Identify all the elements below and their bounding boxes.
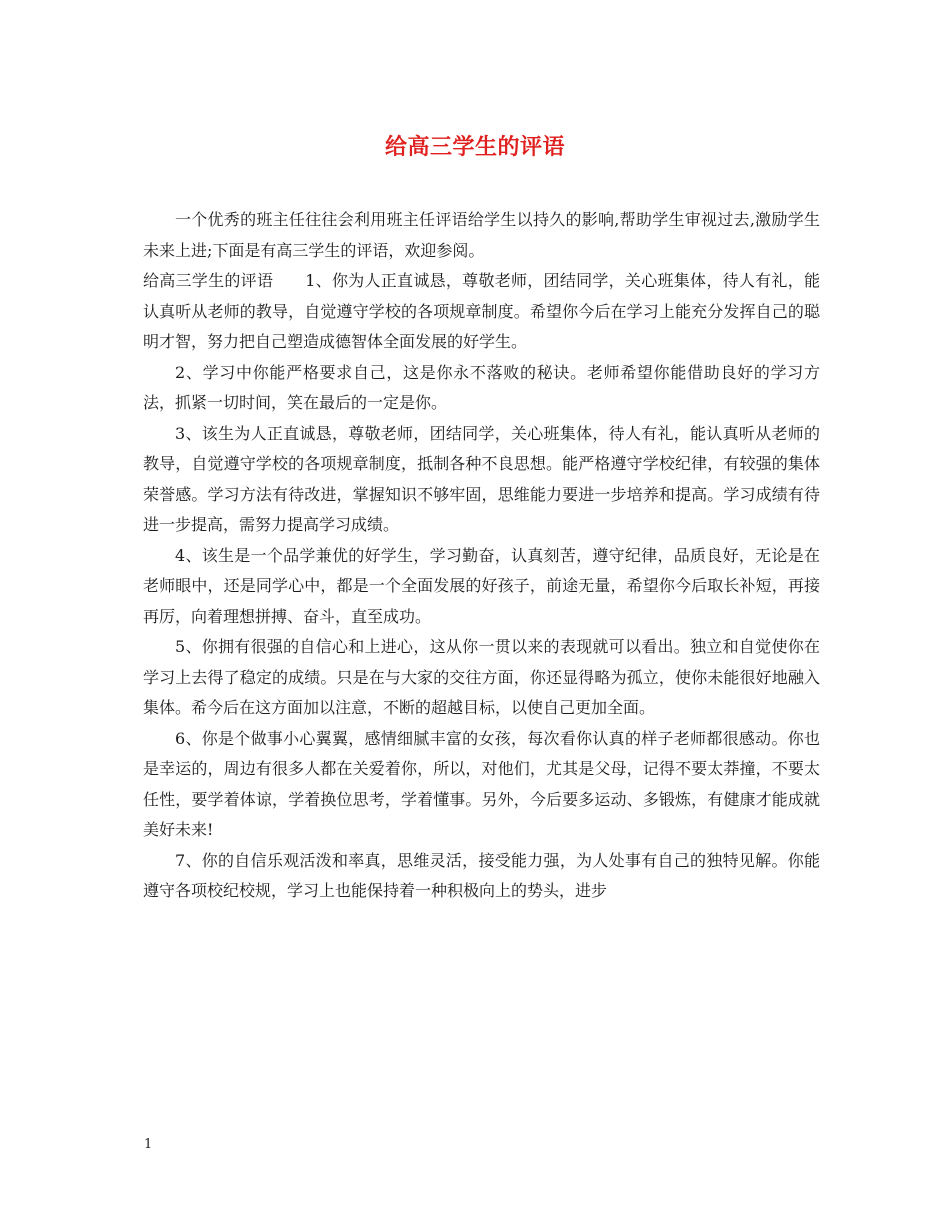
comment-paragraph-4: 4、该生是一个品学兼优的好学生，学习勤奋，认真刻苦，遵守纪律，品质良好，无论是在老师眼中，还是同学心中，都是一个全面发展的好孩子，前途无量，希望你今后取长补短，再接再厉，向着理想拼搏、奋斗，直至成功。	[143, 545, 820, 626]
comment-paragraph-6: 6、你是个做事小心翼翼，感情细腻丰富的女孩，每次看你认真的样子老师都很感动。你也是幸运的，周边有很多人都在关爱着你，所以，对他们，尤其是父母，记得不要太莽撞，不要太任性，要学着体谅，学着换位思考，学着懂事。另外，今后要多运动、多锻炼，有健康才能成就美好未来!	[143, 728, 820, 839]
document-body	[143, 205, 820, 907]
comment-paragraph-2: 2、学习中你能严格要求自己，这是你永不落败的秘诀。老师希望你能借助良好的学习方法，抓紧一切时间，笑在最后的一定是你。	[143, 362, 820, 412]
comment-text-1: 1、你为人正直诚恳，尊敬老师，团结同学，关心班集体，待人有礼，能认真听从老师的教导，自觉遵守学校的各项规章制度。希望你今后在学习上能充分发挥自己的聪明才智，努力把自己塑造成德智体全面发展的好学生。	[143, 271, 820, 351]
comment-paragraph-1	[143, 266, 820, 358]
section-heading: 给高三学生的评语	[143, 271, 274, 290]
document-title: 给高三学生的评语	[384, 134, 565, 160]
comment-paragraph-3: 3、该生为人正直诚恳，尊敬老师，团结同学，关心班集体，待人有礼，能认真听从老师的教导，自觉遵守学校的各项规章制度，抵制各种不良思想。能严格遵守学校纪律，有较强的集体荣誉感。学习方法有待改进，掌握知识不够牢固，思维能力要进一步培养和提高。学习成绩有待进一步提高，需努力提高学习成绩。	[143, 423, 820, 534]
comment-paragraph-5: 5、你拥有很强的自信心和上进心，这从你一贯以来的表现就可以看出。独立和自觉使你在学习上去得了稳定的成绩。只是在与大家的交往方面，你还显得略为孤立，使你未能很好地融入集体。希今后在这方面加以注意，不断的超越目标，以使自己更加全面。	[143, 637, 820, 717]
page-number: 1	[144, 1137, 153, 1152]
intro-paragraph: 一个优秀的班主任往往会利用班主任评语给学生以持久的影响,帮助学生审视过去,激励学生未来上进;下面是有高三学生的评语，欢迎参阅。	[143, 210, 820, 260]
comment-paragraph-7: 7、你的自信乐观活泼和率真，思维灵活，接受能力强，为人处事有自己的独特见解。你能遵守各项校纪校规，学习上也能保持着一种积极向上的势头，进步	[143, 850, 820, 900]
